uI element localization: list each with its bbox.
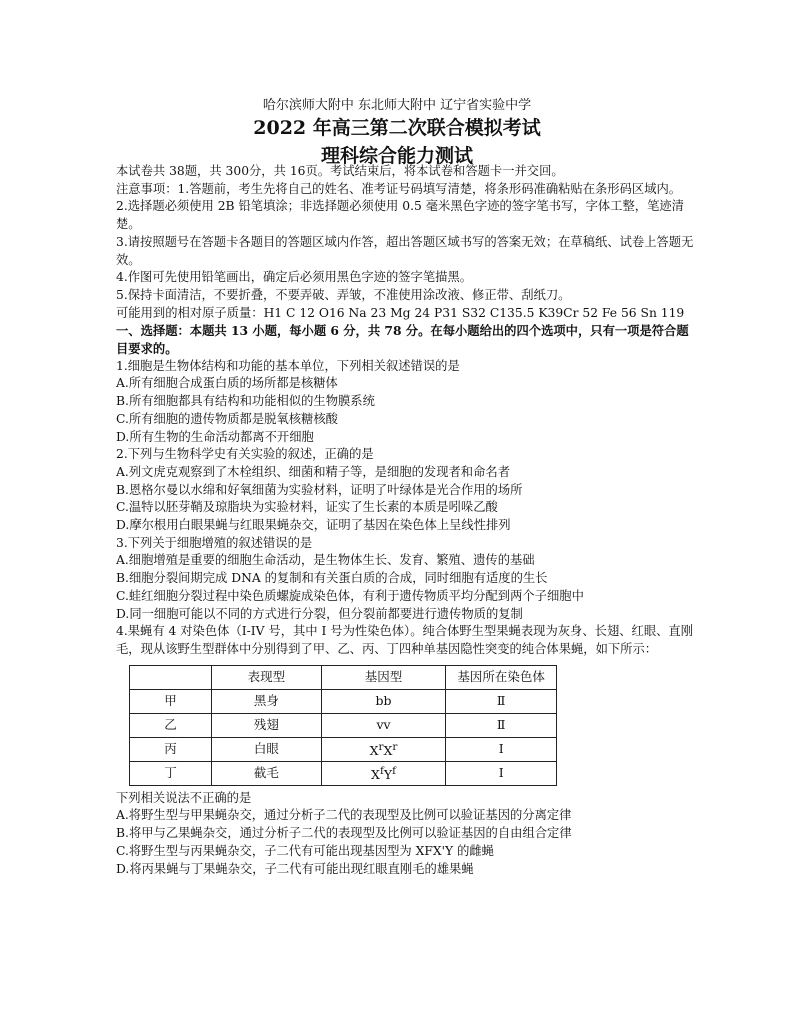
- genotype-superscript: f: [392, 764, 396, 777]
- q1-option-d: D.所有生物的生命活动都离不开细胞: [116, 429, 314, 444]
- q2-option-a: A.列文虎克观察到了木栓组织、细菌和精子等，是细胞的发现者和命名者: [116, 464, 510, 479]
- table-cell-genotype: bb: [321, 689, 446, 713]
- q1-option-b: B.所有细胞都具有结构和功能相似的生物膜系统: [116, 394, 375, 409]
- note-5: 5.保持卡面清洁，不要折叠，不要弄破、弄皱，不准使用涂改液、修正带、刮纸刀。: [116, 287, 571, 302]
- q2-option-d: D.摩尔根用白眼果蝇与红眼果蝇杂交，证明了基因在染色体上呈线性排列: [116, 518, 511, 533]
- section-heading: 一、选择题：本题共 13 小题，每小题 6 分，共 78 分。在每小题给出的四个选项中，只有一项是符合题目要求的。: [116, 323, 689, 357]
- q4-option-c: C.将野生型与丙果蝇杂交，子二代有可能出现基因型为 XFX'Y 的雌蝇: [116, 843, 494, 858]
- table-cell-phenotype: 白眼: [212, 737, 322, 761]
- exam-subtitle: 理科综合能力测试: [320, 145, 473, 167]
- note-1: 注意事项：1.答题前，考生先将自己的姓名、准考证号码填写清楚，将条形码准确粘贴在条形码区域内。: [116, 181, 682, 196]
- table-cell-chromosome: I: [446, 761, 557, 785]
- table-cell-phenotype: 残翅: [212, 713, 322, 737]
- table-cell-genotype: vv: [321, 713, 446, 737]
- table-cell-chromosome: Ⅱ: [446, 689, 557, 713]
- q3-option-c: C.蛙红细胞分裂过程中染色质螺旋成染色体，有利于遗传物质平均分配到两个子细胞中: [116, 588, 584, 603]
- q2-stem: 2.下列与生物科学史有关实验的叙述，正确的是: [116, 447, 374, 462]
- table-header-cell: [130, 665, 212, 689]
- q3-option-b: B.细胞分裂间期完成 DNA 的复制和有关蛋白质的合成，同时细胞有适度的生长: [116, 571, 548, 586]
- genotype-base: X: [371, 766, 380, 782]
- table-header-cell: 表现型: [212, 665, 322, 689]
- table-header-cell: 基因所在染色体: [446, 665, 557, 689]
- table-header-cell: 基因型: [321, 665, 446, 689]
- q1-stem: 1.细胞是生物体结构和功能的基本单位，下列相关叙述错误的是: [116, 358, 460, 373]
- table-row: [130, 689, 557, 713]
- q3-option-d: D.同一细胞可能以不同的方式进行分裂，但分裂前都要进行遗传物质的复制: [116, 606, 523, 621]
- table-row: [130, 737, 557, 761]
- genotype-base: X: [369, 742, 379, 758]
- mutant-table: [129, 665, 557, 786]
- q3-option-a: A.细胞增殖是重要的细胞生命活动，是生物体生长、发育、繁殖、遗传的基础: [116, 553, 535, 568]
- exam-body: [116, 163, 694, 878]
- table-cell-phenotype: 黑身: [212, 689, 322, 713]
- genotype-superscript: f: [379, 764, 384, 777]
- table-cell-genotype: [321, 737, 446, 761]
- table-row: [130, 713, 557, 737]
- q2-option-b: B.恩格尔曼以水绵和好氧细菌为实验材料，证明了叶绿体是光合作用的场所: [116, 482, 523, 497]
- q1-option-a: A.所有细胞合成蛋白质的场所都是核糖体: [116, 376, 338, 391]
- table-cell-name: 丙: [130, 737, 212, 761]
- q4-option-b: B.将甲与乙果蝇杂交，通过分析子二代的表现型及比例可以验证基因的自由组合定律: [116, 826, 572, 841]
- q4-option-a: A.将野生型与甲果蝇杂交，通过分析子二代的表现型及比例可以验证基因的分离定律: [116, 808, 572, 823]
- table-cell-chromosome: I: [446, 737, 557, 761]
- genotype-superscript: r: [392, 740, 398, 753]
- table-cell-name: 丁: [130, 761, 212, 785]
- table-cell-phenotype: 截毛: [212, 761, 322, 785]
- genotype-base: Y: [383, 766, 393, 782]
- table-header-row: [130, 665, 557, 689]
- q3-stem: 3.下列关于细胞增殖的叙述错误的是: [116, 535, 313, 550]
- q1-option-c: C.所有细胞的遗传物质都是脱氧核糖核酸: [116, 411, 338, 426]
- exam-summary: 本试卷共 38题，共 300分，共 16页。考试结束后，将本试卷和答题卡一并交回。: [116, 164, 564, 178]
- atomic-masses: 可能用到的相对原子质量：H1 C 12 O16 Na 23 Mg 24 P31 S32 C135.5 K39Cr 52 Fe 56 Sn 119: [116, 305, 685, 320]
- q4-stem: 4.果蝇有 4 对染色体（I-IV 号，其中 I 号为性染色体）。纯合体野生型果蝇表现为灰身、长翅、红眼、直刚毛，现从该野生型群体中分别得到了甲、乙、丙、丁四种单基因隐性突变的纯合体果蝇，如下所示：: [116, 624, 694, 656]
- note-3: 3.请按照题号在答题卡各题目的答题区域内作答，超出答题区域书写的答案无效；在草稿纸、试卷上答题无效。: [116, 234, 694, 267]
- q4-prompt: 下列相关说法不正确的是: [116, 790, 252, 805]
- school-names: 哈尔滨师大附中 东北师大附中 辽宁省实验中学: [262, 98, 532, 113]
- table-cell-name: 乙: [130, 713, 212, 737]
- table-row: [130, 761, 557, 785]
- q2-option-c: C.温特以胚芽鞘及琼脂块为实验材料，证实了生长素的本质是吲哚乙酸: [116, 500, 498, 515]
- genotype-superscript: r: [378, 740, 384, 753]
- table-cell-genotype: [321, 761, 446, 785]
- note-2: 2.选择题必须使用 2B 铅笔填涂；非选择题必须使用 0.5 毫米黑色字迹的签字笔书写，字体工整，笔迹清楚。: [116, 199, 684, 232]
- note-4: 4.作图可先使用铅笔画出，确定后必须用黑色字迹的签字笔描黑。: [116, 270, 473, 285]
- q4-option-d: D.将丙果蝇与丁果蝇杂交，子二代有可能出现红眼直刚毛的雄果蝇: [116, 861, 474, 876]
- genotype-base: X: [383, 742, 393, 758]
- table-cell-chromosome: Ⅱ: [446, 713, 557, 737]
- table-cell-name: 甲: [130, 689, 212, 713]
- exam-title: 2022 年高三第二次联合模拟考试: [253, 117, 541, 139]
